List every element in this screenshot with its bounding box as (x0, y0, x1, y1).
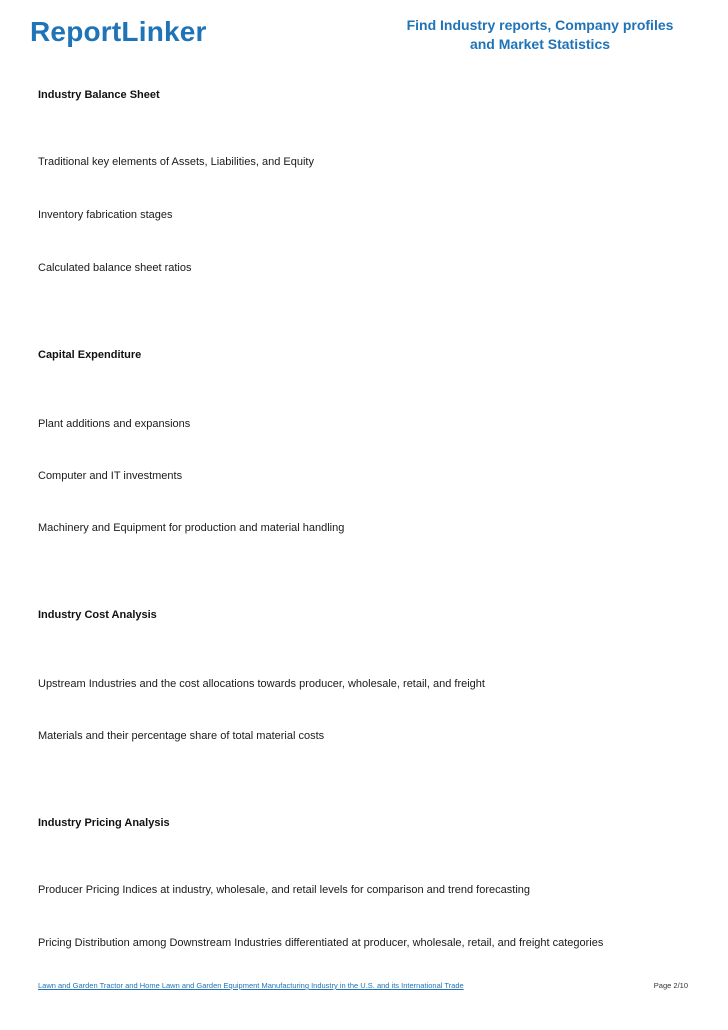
header-tagline (380, 16, 700, 54)
list-item: Inventory fabrication stages (38, 209, 173, 221)
list-item: Calculated balance sheet ratios (38, 262, 192, 274)
list-item: Plant additions and expansions (38, 418, 191, 430)
page-number: Page 2/10 (653, 981, 688, 990)
report-title-link[interactable]: Lawn and Garden Tractor and Home Lawn and Garden Equipment Manufacturing Industry in the U.S. and its International Trade (38, 981, 464, 990)
list-item: Materials and their percentage share of total material costs (38, 730, 325, 742)
list-item: Traditional key elements of Assets, Liabilities, and Equity (38, 156, 314, 168)
section-heading-pricing-analysis: Industry Pricing Analysis (38, 817, 170, 829)
reportlinker-logo[interactable]: ReportLinker (30, 16, 207, 47)
list-item: Machinery and Equipment for production and material handling (38, 522, 345, 534)
list-item: Pricing Distribution among Downstream Industries differentiated at producer, wholesale, retail, and freight categories (38, 937, 604, 949)
section-heading-capital-expenditure: Capital Expenditure (38, 349, 142, 361)
section-heading-balance-sheet: Industry Balance Sheet (38, 89, 160, 101)
list-item: Producer Pricing Indices at industry, wholesale, and retail levels for comparison and trend forecasting (38, 884, 530, 896)
tagline-line-2: and Market Statistics (469, 36, 611, 52)
tagline-line-1: Find Industry reports, Company profiles (406, 17, 674, 33)
list-item: Upstream Industries and the cost allocations towards producer, wholesale, retail, and freight (38, 678, 485, 690)
section-heading-cost-analysis: Industry Cost Analysis (38, 609, 157, 621)
list-item: Computer and IT investments (38, 470, 183, 482)
